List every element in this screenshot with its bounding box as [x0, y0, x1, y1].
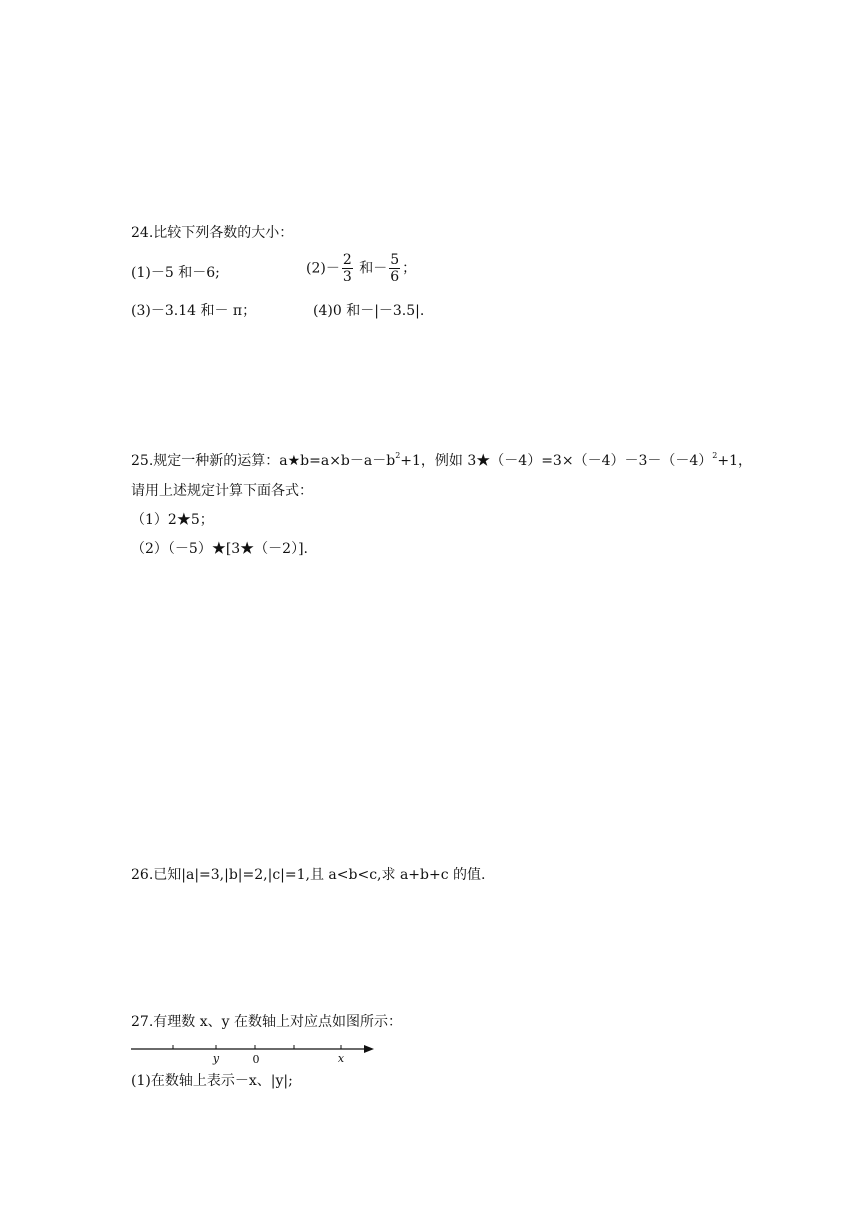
q24-part2-mid: 和－	[359, 260, 388, 277]
q25-part1: （1）2★5；	[131, 512, 214, 528]
q25-line2: 请用上述规定计算下面各式：	[131, 483, 313, 499]
q24-part2	[306, 252, 416, 285]
q24-part2-prefix: (2)－	[306, 260, 340, 277]
fraction-numerator: 2	[342, 252, 352, 268]
q24-part2-suffix: ；	[402, 260, 417, 277]
q25-exponent: 2	[712, 451, 718, 460]
label-x: x	[337, 1052, 345, 1065]
q24-title: 24.比较下列各数的大小：	[131, 225, 294, 241]
fraction-denominator: 3	[342, 269, 352, 285]
fraction-5-6	[389, 252, 400, 285]
label-y: y	[212, 1052, 220, 1065]
q27-title: 27.有理数 x、y 在数轴上对应点如图所示：	[131, 1014, 402, 1030]
arrow-right-icon	[364, 1045, 374, 1053]
q25-example-text: +1，例如 3★（－4）=3×（－4）－3－（－4）	[400, 453, 713, 469]
fraction-2-3	[342, 252, 353, 285]
q25-example-end: +1，	[717, 453, 753, 469]
q25-rule-text: 25.规定一种新的运算：a★b=a×b－a－b	[131, 453, 396, 469]
q24-part3: (3)－3.14 和－ π；	[131, 303, 257, 319]
fraction-denominator: 6	[390, 269, 400, 285]
number-line	[0, 1036, 860, 1096]
label-zero: 0	[252, 1053, 260, 1066]
q27-part1: (1)在数轴上表示－x、|y|;	[131, 1073, 293, 1089]
q25-line1	[131, 452, 752, 470]
q25-part2: （2）（－5）★[3★（－2）].	[131, 541, 309, 557]
q24-part1: (1)－5 和－6;	[131, 265, 220, 281]
q26-text: 26.已知|a|=3,|b|=2,|c|=1,且 a<b<c,求 a+b+c 的值.	[131, 867, 486, 883]
q24-part4: (4)0 和－|－3.5|.	[313, 303, 425, 319]
fraction-numerator: 5	[390, 252, 400, 268]
q25-exponent: 2	[395, 451, 401, 460]
